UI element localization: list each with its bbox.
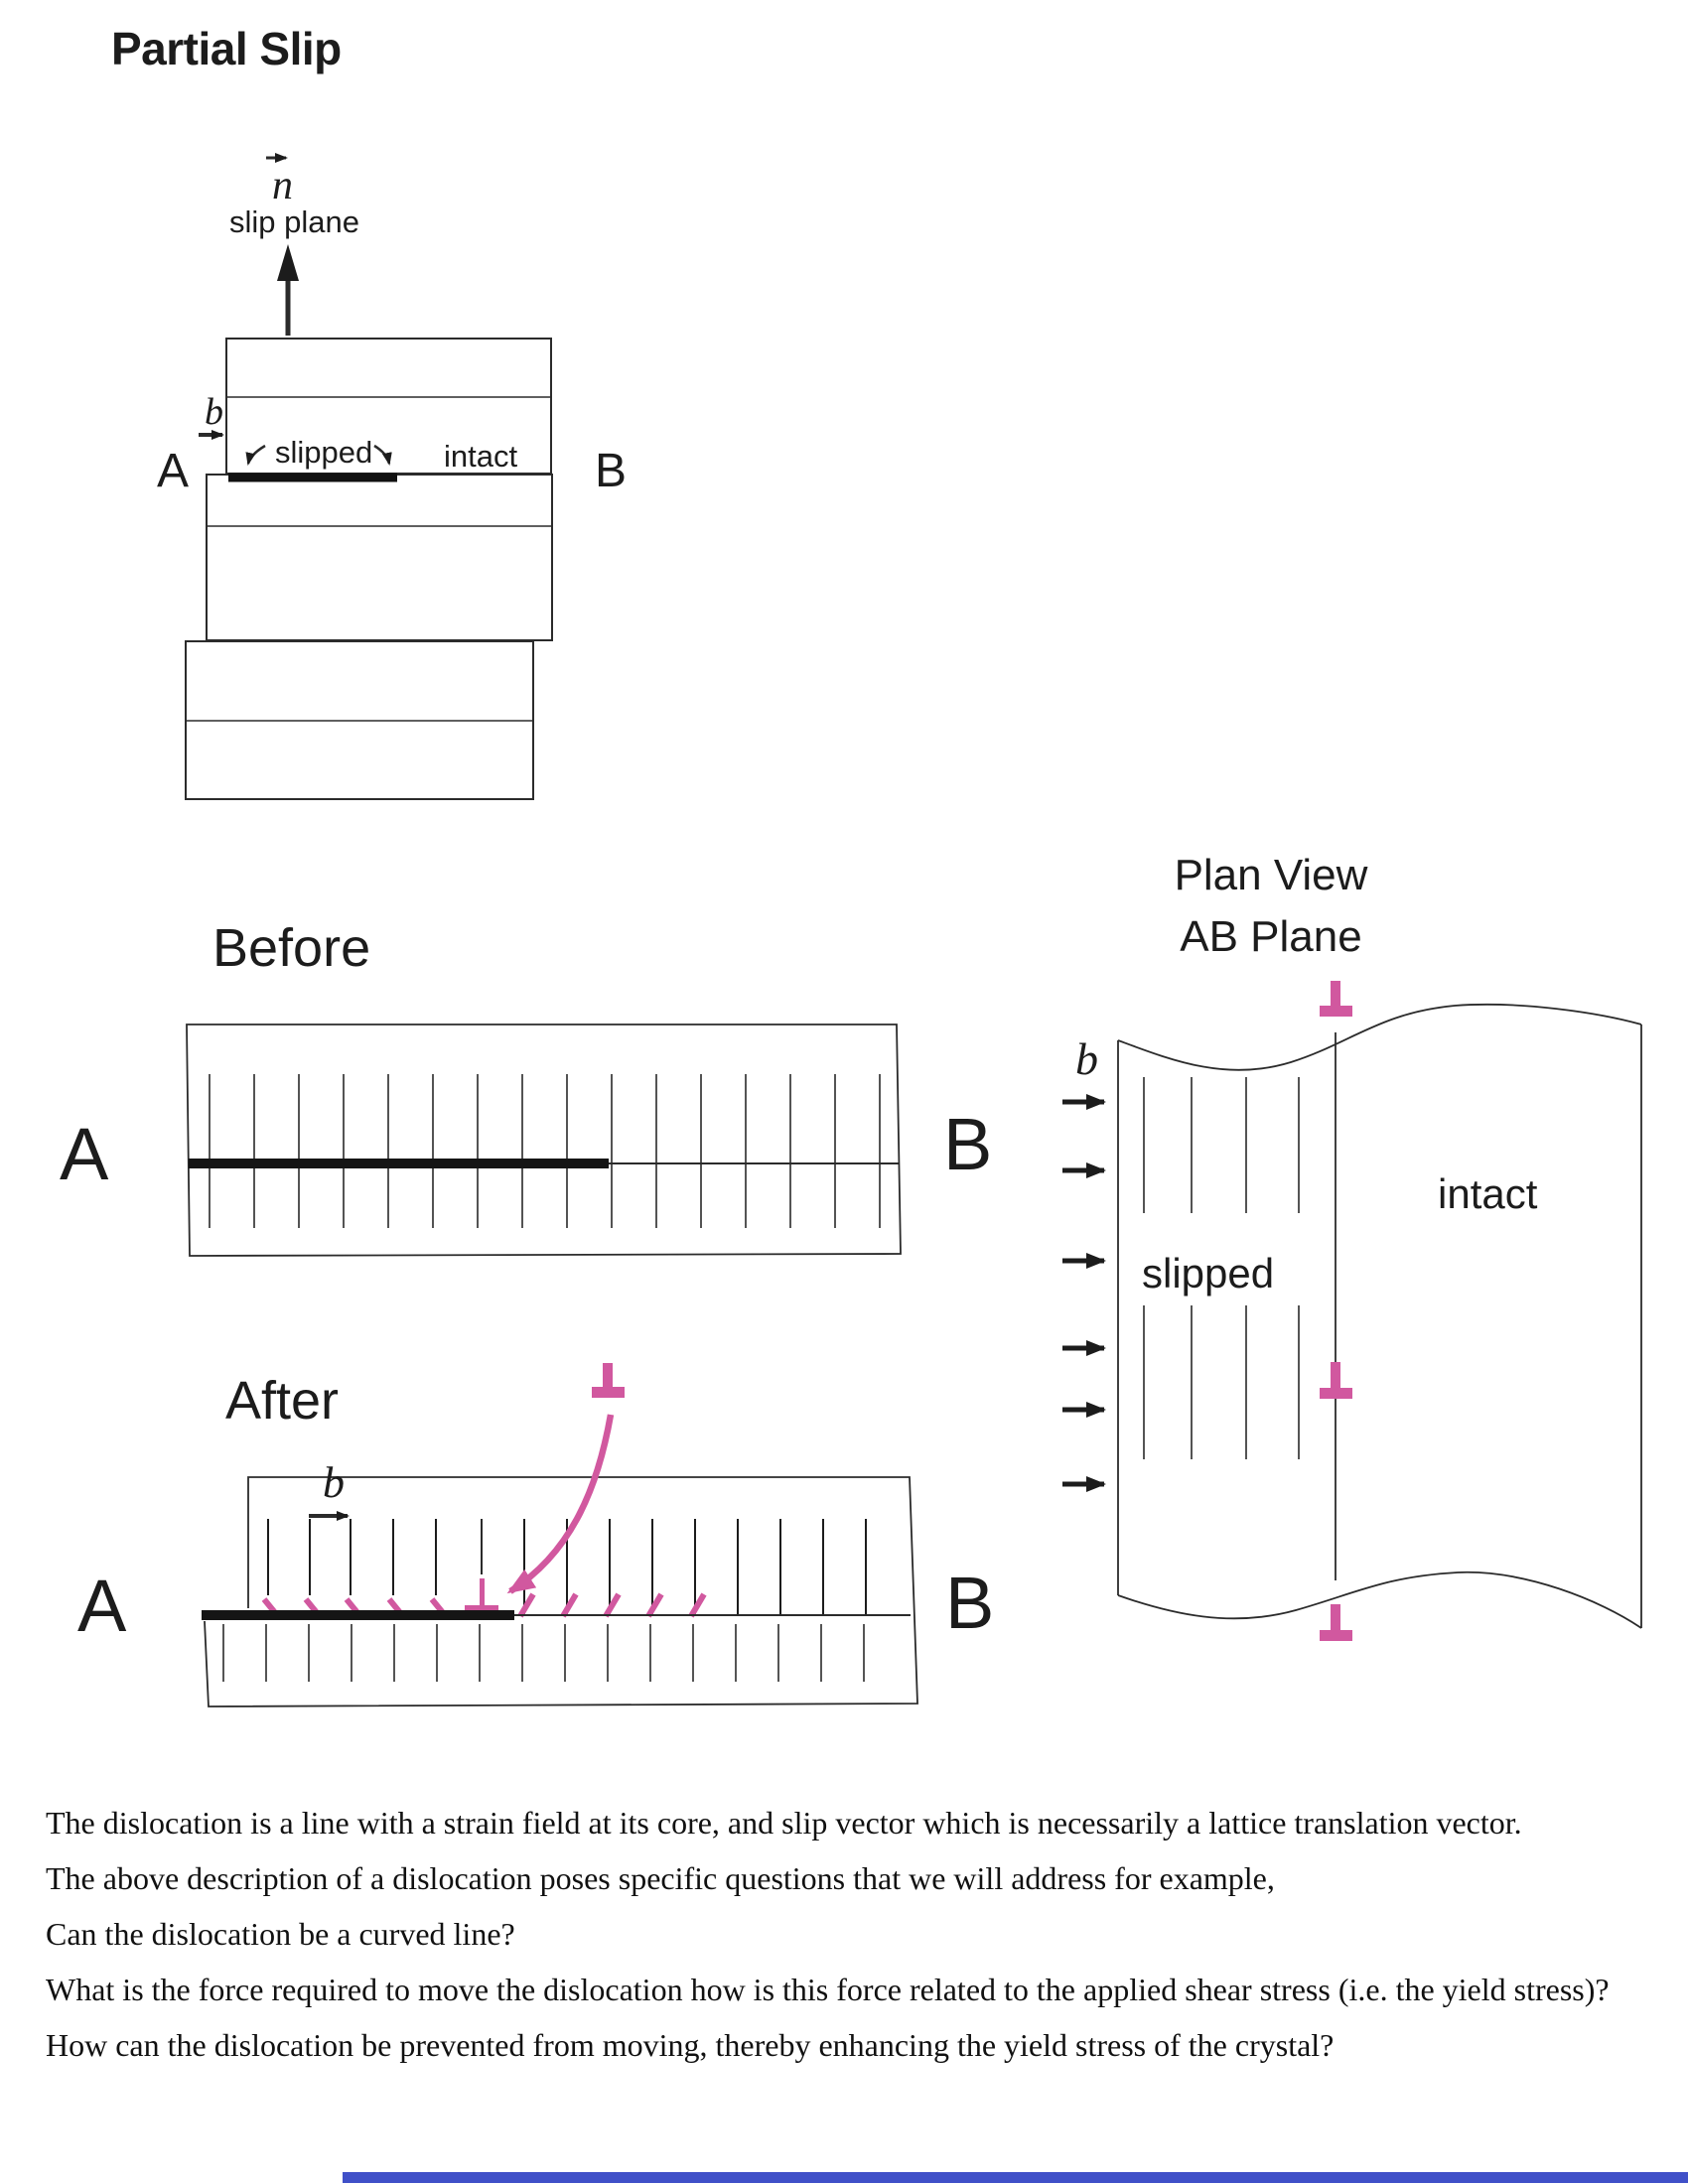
plan-top-symbol-bar (1320, 1006, 1352, 1017)
bent-plane-dash (563, 1594, 576, 1616)
label-a-after: A (77, 1565, 127, 1647)
slab-middle (207, 475, 552, 640)
note-line-4: What is the force required to move the dislocation how is this force related to the applied shear stress (i.e. the yield stress)? (46, 1972, 1610, 2007)
slipped-right-curved-arrow (374, 446, 389, 464)
after-title: After (225, 1371, 340, 1431)
dislocation-pointer-arrow (510, 1415, 611, 1591)
bent-plane-dash (606, 1594, 619, 1616)
dislocation-core-symbol (465, 1578, 498, 1610)
slipped-left-curved-arrow (248, 446, 265, 464)
note-line-3: Can the dislocation be a curved line? (46, 1916, 515, 1952)
before-figure (187, 1024, 901, 1256)
intact-label-top: intact (444, 439, 518, 474)
label-b-before: B (943, 1103, 993, 1185)
crystal-block-figure (186, 158, 552, 799)
slipped-label-top: slipped (275, 435, 373, 470)
label-b-after: B (945, 1562, 995, 1644)
plan-bottom-wavy-edge (1118, 1572, 1641, 1628)
after-lower-lattice (223, 1624, 864, 1682)
b-label-top: b (205, 391, 223, 433)
slip-plane-label: slip plane (229, 205, 359, 239)
plan-b-direction-arrows (1062, 1102, 1104, 1484)
core-symbol-bar (465, 1605, 498, 1610)
note-line-1: The dislocation is a line with a strain field at its core, and slip vector which is necessarily a lattice translation vector. (46, 1805, 1522, 1841)
label-a-top: A (157, 445, 190, 497)
plan-top-symbol-stem (1331, 981, 1340, 1007)
plan-slipped-lattice-upper (1144, 1077, 1299, 1213)
bent-plane-dash (691, 1594, 704, 1616)
label-b-top: B (595, 445, 628, 497)
plan-dislocation-symbol-top (1320, 981, 1352, 1017)
b-label-plan: b (1075, 1033, 1098, 1084)
plan-middle-symbol-stem (1331, 1362, 1340, 1389)
plan-middle-symbol-bar (1320, 1388, 1352, 1399)
before-title: Before (212, 918, 371, 978)
after-box (205, 1477, 917, 1706)
plan-bottom-symbol-stem (1331, 1604, 1340, 1631)
dislocation-symbol-bar (592, 1387, 625, 1398)
plan-dislocation-symbol-bottom (1320, 1604, 1352, 1641)
dislocation-symbol-callout (592, 1363, 625, 1398)
page-title: Partial Slip (111, 23, 342, 74)
note-line-5: How can the dislocation be prevented from moving, thereby enhancing the yield stress of the crystal? (46, 2027, 1335, 2063)
dislocation-symbol-stem (603, 1363, 613, 1389)
before-box (187, 1024, 901, 1256)
bent-plane-dash (648, 1594, 661, 1616)
label-a-before: A (60, 1113, 109, 1195)
bottom-blue-bar (343, 2172, 1688, 2183)
plan-view-figure (1062, 981, 1641, 1641)
after-upper-lattice-left (268, 1519, 436, 1595)
plan-view-title-line2: AB Plane (1180, 912, 1362, 961)
before-lattice-lines (210, 1074, 880, 1228)
plan-bottom-symbol-bar (1320, 1630, 1352, 1641)
plan-dislocation-symbol-middle (1320, 1362, 1352, 1399)
core-symbol-stem (480, 1578, 485, 1607)
intact-label-plan: intact (1438, 1170, 1538, 1217)
plan-slipped-lattice-lower (1144, 1305, 1299, 1459)
slipped-label-plan: slipped (1142, 1250, 1275, 1297)
slip-plane-arrow-head (277, 244, 299, 281)
plan-view-title-line1: Plan View (1174, 851, 1368, 899)
bent-plane-dash (520, 1594, 533, 1616)
after-upper-lattice-right (524, 1519, 695, 1616)
plan-top-wavy-edge (1118, 1005, 1641, 1070)
b-label-after: b (323, 1458, 345, 1507)
after-upper-lattice-far-right (738, 1519, 866, 1616)
normal-vector-label: n (272, 163, 293, 208)
note-line-2: The above description of a dislocation poses specific questions that we will address for example, (46, 1860, 1275, 1896)
